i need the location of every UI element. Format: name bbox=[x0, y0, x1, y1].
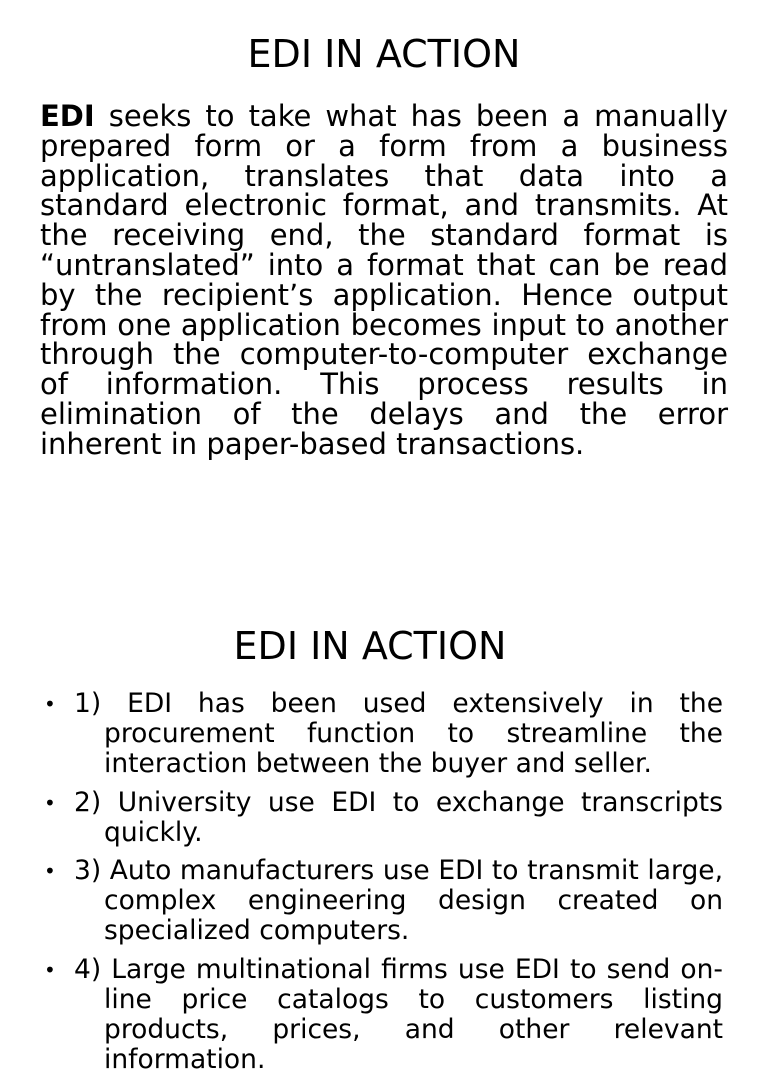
bullet-icon: • bbox=[44, 859, 56, 884]
bullet-text: 4) Large multinational firms use EDI to send on-line price catalogs to customers listing products, prices, and other relevant information. bbox=[74, 953, 723, 1076]
paragraph-text: seeks to take what has been a manually prepared form or a form from a business application, translates that data into a standard electronic format, and transmits. At the receiving end, the standard format is “untranslated” into a format that can be read by the recipient’s application. Hence output from one application becomes input to another through the computer-to-computer exchange of information. This process results in elimination of the delays and the error inherent in paper-based transactions. bbox=[40, 99, 728, 461]
list-item bbox=[40, 788, 723, 848]
lead-term: EDI bbox=[40, 99, 95, 133]
bullet-icon: • bbox=[44, 790, 56, 815]
slide-title: EDI IN ACTION bbox=[233, 624, 507, 668]
list-item bbox=[40, 856, 723, 947]
bullet-text: 3) Auto manufacturers use EDI to transmit large, complex engineering design created on specialized computers. bbox=[74, 855, 723, 947]
slide-edi-examples bbox=[0, 600, 768, 1076]
bullet-text: 2) University use EDI to exchange transcripts quickly. bbox=[74, 786, 723, 848]
bullet-text: 1) EDI has been used extensively in the procurement function to streamline the interaction between the buyer and seller. bbox=[74, 688, 723, 780]
list-item bbox=[40, 955, 723, 1076]
body-paragraph bbox=[40, 99, 728, 461]
bullet-icon: • bbox=[44, 957, 56, 982]
list-item bbox=[40, 689, 723, 780]
bullet-icon: • bbox=[44, 692, 56, 716]
slide-title: EDI IN ACTION bbox=[247, 32, 521, 76]
